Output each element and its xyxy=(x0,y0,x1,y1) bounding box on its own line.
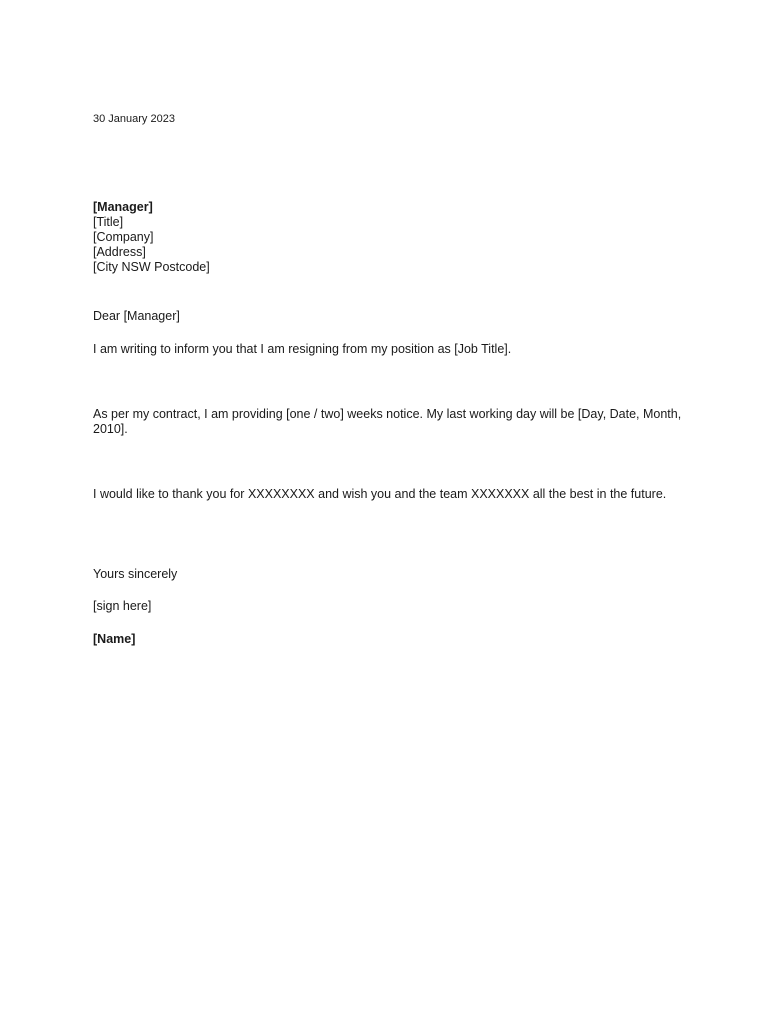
closing: Yours sincerely xyxy=(93,567,178,581)
body-paragraph-2: As per my contract, I am providing [one / two] weeks notice. My last working day will be [Day, Date, Month, 2010]. xyxy=(93,407,682,436)
recipient-address: [Address] xyxy=(93,245,146,259)
signature-placeholder: [sign here] xyxy=(93,599,152,613)
body-paragraph-1: I am writing to inform you that I am resigning from my position as [Job Title]. xyxy=(93,342,512,356)
recipient-city: [City NSW Postcode] xyxy=(93,260,210,274)
letter-date: 30 January 2023 xyxy=(93,113,175,125)
recipient-company: [Company] xyxy=(93,230,154,244)
sender-name: [Name] xyxy=(93,632,136,646)
recipient-title: [Title] xyxy=(93,215,124,229)
recipient-manager: [Manager] xyxy=(93,200,153,214)
salutation: Dear [Manager] xyxy=(93,309,180,323)
body-paragraph-3: I would like to thank you for XXXXXXXX and wish you and the team XXXXXXX all the best in the future. xyxy=(93,487,667,501)
